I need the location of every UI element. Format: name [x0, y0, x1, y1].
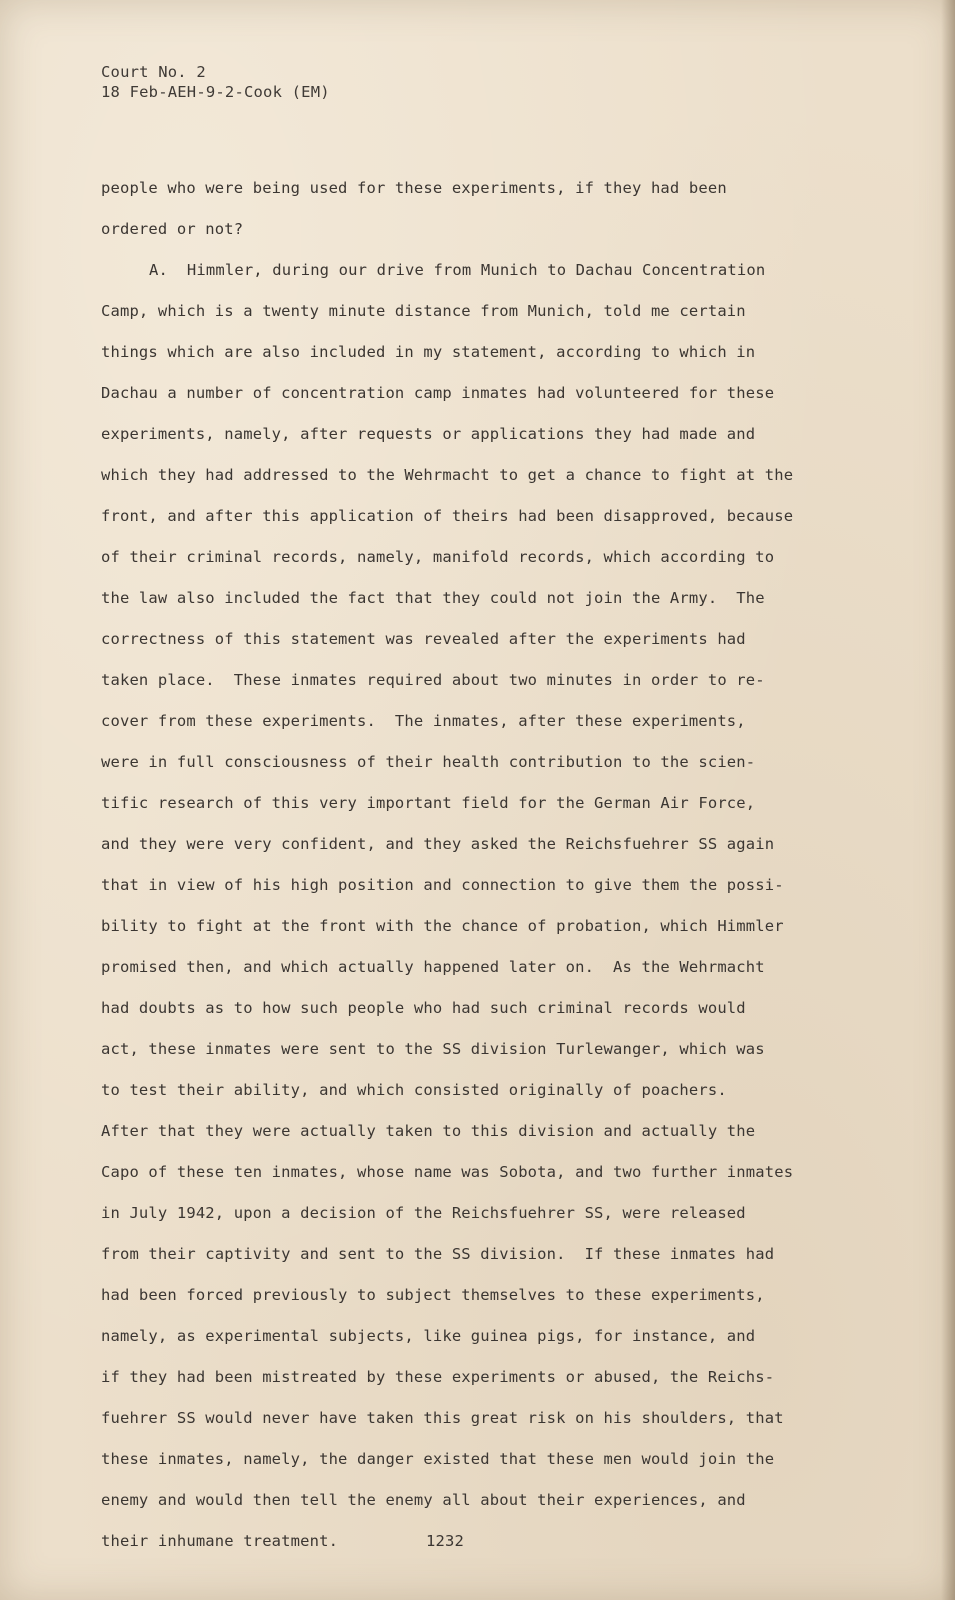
text-line: had doubts as to how such people who had such criminal records would — [101, 999, 746, 1017]
text-line: that in view of his high position and connection to give them the possi- — [101, 876, 784, 894]
page-number: 1232 — [426, 1532, 464, 1550]
text-line: promised then, and which actually happened later on. As the Wehrmacht — [101, 958, 765, 976]
text-line: things which are also included in my statement, according to which in — [101, 343, 756, 361]
page-edge-shadow — [941, 0, 955, 1600]
text-line: these inmates, namely, the danger existed that these men would join the — [101, 1450, 775, 1468]
text-line: front, and after this application of theirs had been disapproved, because — [101, 507, 794, 525]
text-line: from their captivity and sent to the SS division. If these inmates had — [101, 1245, 775, 1263]
document-header — [101, 62, 330, 102]
last-line — [101, 1521, 861, 1562]
text-line: the law also included the fact that they could not join the Army. The — [101, 589, 765, 607]
court-number: Court No. 2 — [101, 63, 206, 81]
text-line: and they were very confident, and they asked the Reichsfuehrer SS again — [101, 835, 775, 853]
text-line: namely, as experimental subjects, like guinea pigs, for instance, and — [101, 1327, 756, 1345]
text-line: fuehrer SS would never have taken this great risk on his shoulders, that — [101, 1409, 784, 1427]
text-line: of their criminal records, namely, manifold records, which according to — [101, 548, 775, 566]
text-line: taken place. These inmates required about two minutes in order to re- — [101, 671, 765, 689]
text-line: experiments, namely, after requests or applications they had made and — [101, 425, 756, 443]
text-line: bility to fight at the front with the chance of probation, which Himmler — [101, 917, 784, 935]
text-line: had been forced previously to subject themselves to these experiments, — [101, 1286, 765, 1304]
text-line: to test their ability, and which consisted originally of poachers. — [101, 1081, 727, 1099]
transcript-body — [101, 168, 861, 1562]
text-line: After that they were actually taken to this division and actually the — [101, 1122, 756, 1140]
text-line: correctness of this statement was revealed after the experiments had — [101, 630, 746, 648]
text-line: cover from these experiments. The inmates, after these experiments, — [101, 712, 746, 730]
text-line: were in full consciousness of their health contribution to the scien- — [101, 753, 756, 771]
text-line: enemy and would then tell the enemy all about their experiences, and — [101, 1491, 746, 1509]
text-line: Dachau a number of concentration camp inmates had volunteered for these — [101, 384, 775, 402]
text-line: act, these inmates were sent to the SS division Turlewanger, which was — [101, 1040, 765, 1058]
text-line: in July 1942, upon a decision of the Reichsfuehrer SS, were released — [101, 1204, 746, 1222]
text-line: Capo of these ten inmates, whose name was Sobota, and two further inmates — [101, 1163, 794, 1181]
final-text: their inhumane treatment. — [101, 1532, 339, 1550]
text-line: Camp, which is a twenty minute distance from Munich, told me certain — [101, 302, 746, 320]
text-line: if they had been mistreated by these experiments or abused, the Reichs- — [101, 1368, 775, 1386]
text-line: which they had addressed to the Wehrmacht to get a chance to fight at the — [101, 466, 794, 484]
text-line: tific research of this very important field for the German Air Force, — [101, 794, 756, 812]
text-line: people who were being used for these experiments, if they had been — [101, 179, 727, 197]
answer-start-line: A. Himmler, during our drive from Munich to Dachau Concentration — [149, 261, 766, 279]
transcript-reference: 18 Feb-AEH-9-2-Cook (EM) — [101, 83, 330, 101]
text-line: ordered or not? — [101, 220, 244, 238]
